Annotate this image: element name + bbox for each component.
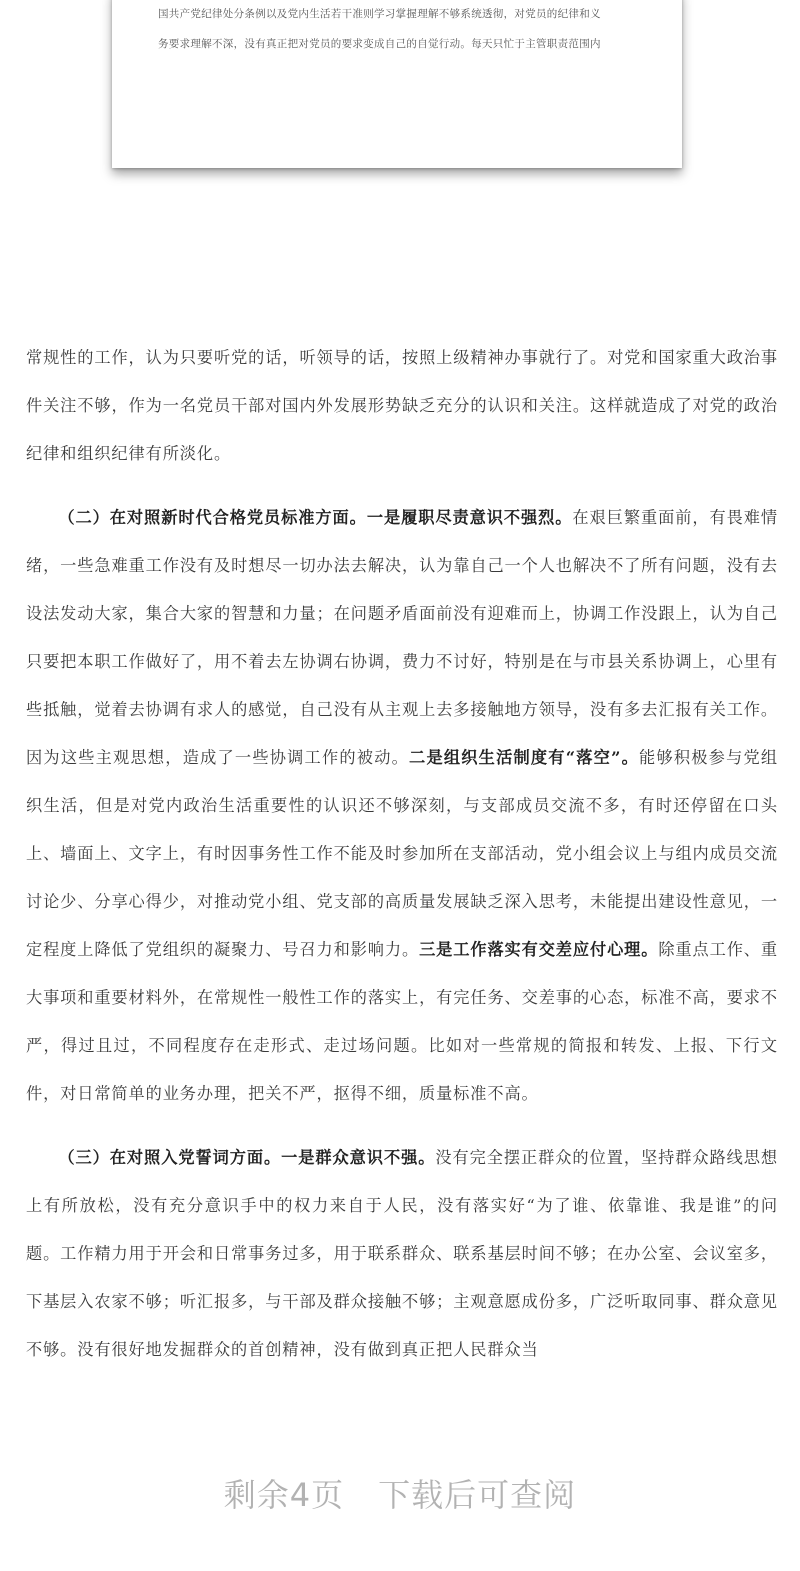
paragraph [26, 1134, 778, 1374]
preview-page-card [112, 0, 682, 168]
paragraph-text: 没有完全摆正群众的位置，坚持群众路线思想上有所放松，没有充分意识手中的权力来自于人民，没有落实好“为了谁、依靠谁、我是谁”的问题。工作精力用于开会和日常事务过多，用于联系群众、联系基层时间不够；在办公室、会议室多，下基层入农家不够；听汇报多，与干部及群众接触不够；主观意愿成份多，广泛听取同事、群众意见不够。没有很好地发掘群众的首创精神，没有做到真正把人民群众当 [26, 1148, 778, 1359]
document-body [26, 334, 778, 1390]
point-heading: 二是组织生活制度有“落空”。 [409, 748, 640, 767]
preview-line: 务要求理解不深，没有真正把对党员的要求变成自己的自觉行动。每天只忙于主管职责范围内 [158, 38, 601, 50]
paragraph [26, 494, 778, 1118]
paragraph-text: 除重点工作、重大事项和重要材料外，在常规性一般性工作的落实上，有完任务、交差事的心态，标准不高，要求不严，得过且过，不同程度存在走形式、走过场问题。比如对一些常规的简报和转发、上报、下行文件，对日常简单的业务办理，把关不严，抠得不细，质量标准不高。 [26, 940, 778, 1103]
point-heading: 一是履职尽责意识不强烈。 [366, 508, 573, 527]
preview-line: 国共产党纪律处分条例以及党内生活若干准则学习掌握理解不够系统透彻，对党员的纪律和义 [158, 8, 601, 20]
download-to-view-label: 下载后可查阅 [378, 1476, 577, 1514]
paragraph-text: 在艰巨繁重面前，有畏难情绪，一些急难重工作没有及时想尽一切办法去解决，认为靠自己一个人也解决不了所有问题，没有去设法发动大家，集合大家的智慧和力量；在问题矛盾面前没有迎难而上，协调工作没跟上，认为自己只要把本职工作做好了，用不着去左协调右协调，费力不讨好，特别是在与市县关系协调上，心里有些抵触，觉着去协调有求人的感觉，自己没有从主观上去多接触地方领导，没有多去汇报有关工作。因为这些主观思想，造成了一些协调工作的被动。 [26, 508, 778, 767]
paragraph-text: 能够积极参与党组织生活，但是对党内政治生活重要性的认识还不够深刻，与支部成员交流不多，有时还停留在口头上、墙面上、文字上，有时因事务性工作不能及时参加所在支部活动，党小组会议上与组内成员交流讨论少、分享心得少，对推动党小组、党支部的高质量发展缺乏深入思考，未能提出建设性意见，一定程度上降低了党组织的凝聚力、号召力和影响力。 [26, 748, 778, 959]
point-heading: 三是工作落实有交差应付心理。 [419, 940, 659, 959]
paragraph: 常规性的工作，认为只要听党的话，听领导的话，按照上级精神办事就行了。对党和国家重大政治事件关注不够，作为一名党员干部对国内外发展形势缺乏充分的认识和关注。这样就造成了对党的政治纪律和组织纪律有所淡化。 [26, 348, 778, 463]
remaining-pages-label: 剩余4页 [223, 1476, 345, 1514]
section-heading: （二）在对照新时代合格党员标准方面。 [58, 508, 367, 527]
download-prompt[interactable] [0, 1470, 800, 1516]
point-heading: 一是群众意识不强。 [281, 1148, 436, 1167]
section-heading: （三）在对照入党誓词方面。 [58, 1148, 282, 1167]
